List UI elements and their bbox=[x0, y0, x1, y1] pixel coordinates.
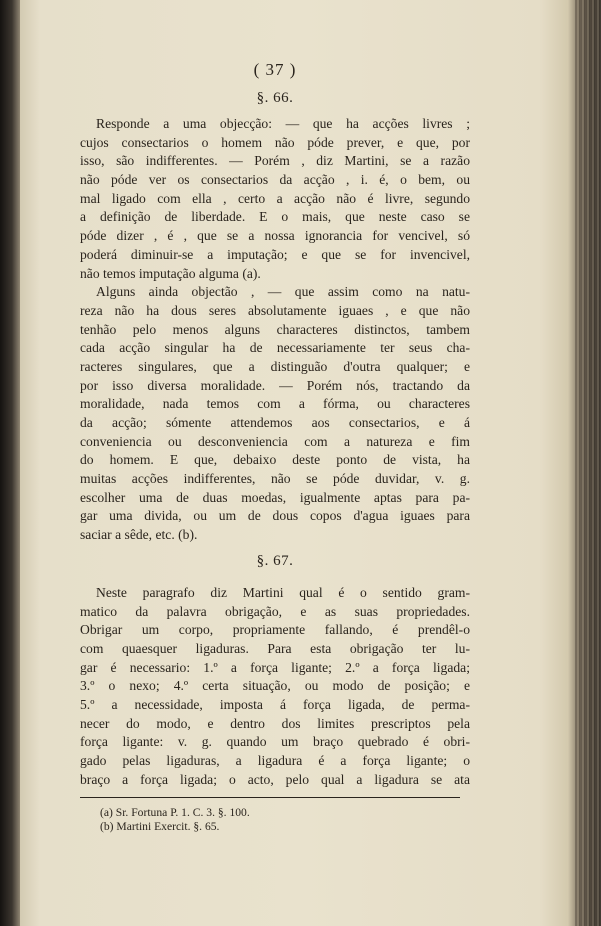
text-line: poderá diminuir-se a imputação; e que se for invencivel, bbox=[80, 246, 470, 262]
text-line: da acção; sómente attendemos aos consectarios, e á bbox=[80, 415, 470, 430]
text-line: Responde a uma objecção: — que ha acções livres ; bbox=[96, 116, 470, 131]
page-edges bbox=[575, 0, 601, 926]
text-line: isso, são indifferentes. — Porém , diz Martini, se a razão bbox=[80, 153, 470, 169]
text-line: moralidade, nada temos com a fórma, ou characteres bbox=[80, 396, 470, 412]
text-line: a definição de liberdade. E o mais, que neste caso se bbox=[80, 209, 470, 225]
text-line: 3.º o nexo; 4.º certa situação, ou modo de posição; e bbox=[80, 678, 470, 694]
text-line: racteres singulares, que a distinguão d'outra qualquer; e bbox=[80, 358, 470, 374]
book-spine-shadow bbox=[0, 0, 20, 926]
section-heading-67: §. 67. bbox=[256, 552, 294, 569]
text-line: cujos consectarios o homem não póde prever, e que, por bbox=[80, 134, 470, 150]
section-67-text bbox=[80, 584, 470, 790]
text-line: não póde ver os consectarios da acção , i. é, o bem, ou bbox=[80, 172, 470, 188]
text-line: Neste paragrafo diz Martini qual é o sentido gram- bbox=[96, 584, 470, 600]
page-body bbox=[80, 60, 470, 834]
section-heading-66: §. 66. bbox=[256, 90, 294, 106]
section-66-text bbox=[80, 115, 470, 545]
text-line: gar uma divida, ou um de dous copos d'agua iguaes para bbox=[80, 508, 470, 524]
text-line: 5.º a necessidade, imposta á força ligada, de perma- bbox=[80, 696, 470, 712]
footnote-divider bbox=[80, 797, 460, 798]
footnote-b: (b) Martini Exercit. §. 65. bbox=[100, 820, 220, 834]
text-line: póde dizer , é , que se a nossa ignorancia for vencivel, só bbox=[80, 228, 470, 244]
text-line: escolher uma de duas moedas, igualmente aptas para pa- bbox=[80, 489, 470, 505]
footnote-a: (a) Sr. Fortuna P. 1. C. 3. §. 100. bbox=[100, 806, 250, 820]
text-line: saciar a sêde, etc. (b). bbox=[80, 527, 198, 543]
text-line: muitas acções indifferentes, não se póde duvidar, v. g. bbox=[80, 471, 470, 487]
text-line: por isso diversa moralidade. — Porém nós, tractando da bbox=[80, 377, 470, 393]
text-line: força ligante: v. g. quando um braço quebrado é obri- bbox=[80, 734, 470, 750]
text-line: com quaesquer ligaduras. Para esta obrigação ter lu- bbox=[80, 640, 470, 656]
text-line: cada acção singular ha de necessariamente ter seus cha- bbox=[80, 340, 470, 356]
text-line: tenhão pelo menos alguns characteres distinctos, tambem bbox=[80, 321, 470, 337]
text-line: braço a força ligada; o acto, pelo qual a ligadura se ata bbox=[80, 771, 470, 787]
text-line: mal ligado com ella , certo a acção não é livre, segundo bbox=[80, 190, 470, 206]
text-line: gado pelas ligaduras, a ligadura é a força ligante; o bbox=[80, 753, 470, 768]
text-line: Alguns ainda objectão , — que assim como na natu- bbox=[96, 284, 470, 300]
text-line: matico da palavra obrigação, e as suas propriedades. bbox=[80, 603, 470, 619]
text-line: necer do modo, e dentro dos limites prescriptos pela bbox=[80, 715, 470, 731]
text-line: reza não ha dous seres absolutamente iguaes , e que não bbox=[80, 302, 470, 318]
text-line: Obrigar um corpo, propriamente fallando, é prendêl-o bbox=[80, 622, 470, 638]
text-line: gar é necessario: 1.º a força ligante; 2.º a força ligada; bbox=[80, 659, 470, 675]
page-number: ( 37 ) bbox=[253, 60, 297, 79]
text-line: não temos imputação alguma (a). bbox=[80, 265, 261, 281]
text-line: conveniencia ou desconveniencia com a natureza e fim bbox=[80, 433, 470, 449]
text-line: do homem. E que, debaixo deste ponto de vista, ha bbox=[80, 452, 470, 468]
